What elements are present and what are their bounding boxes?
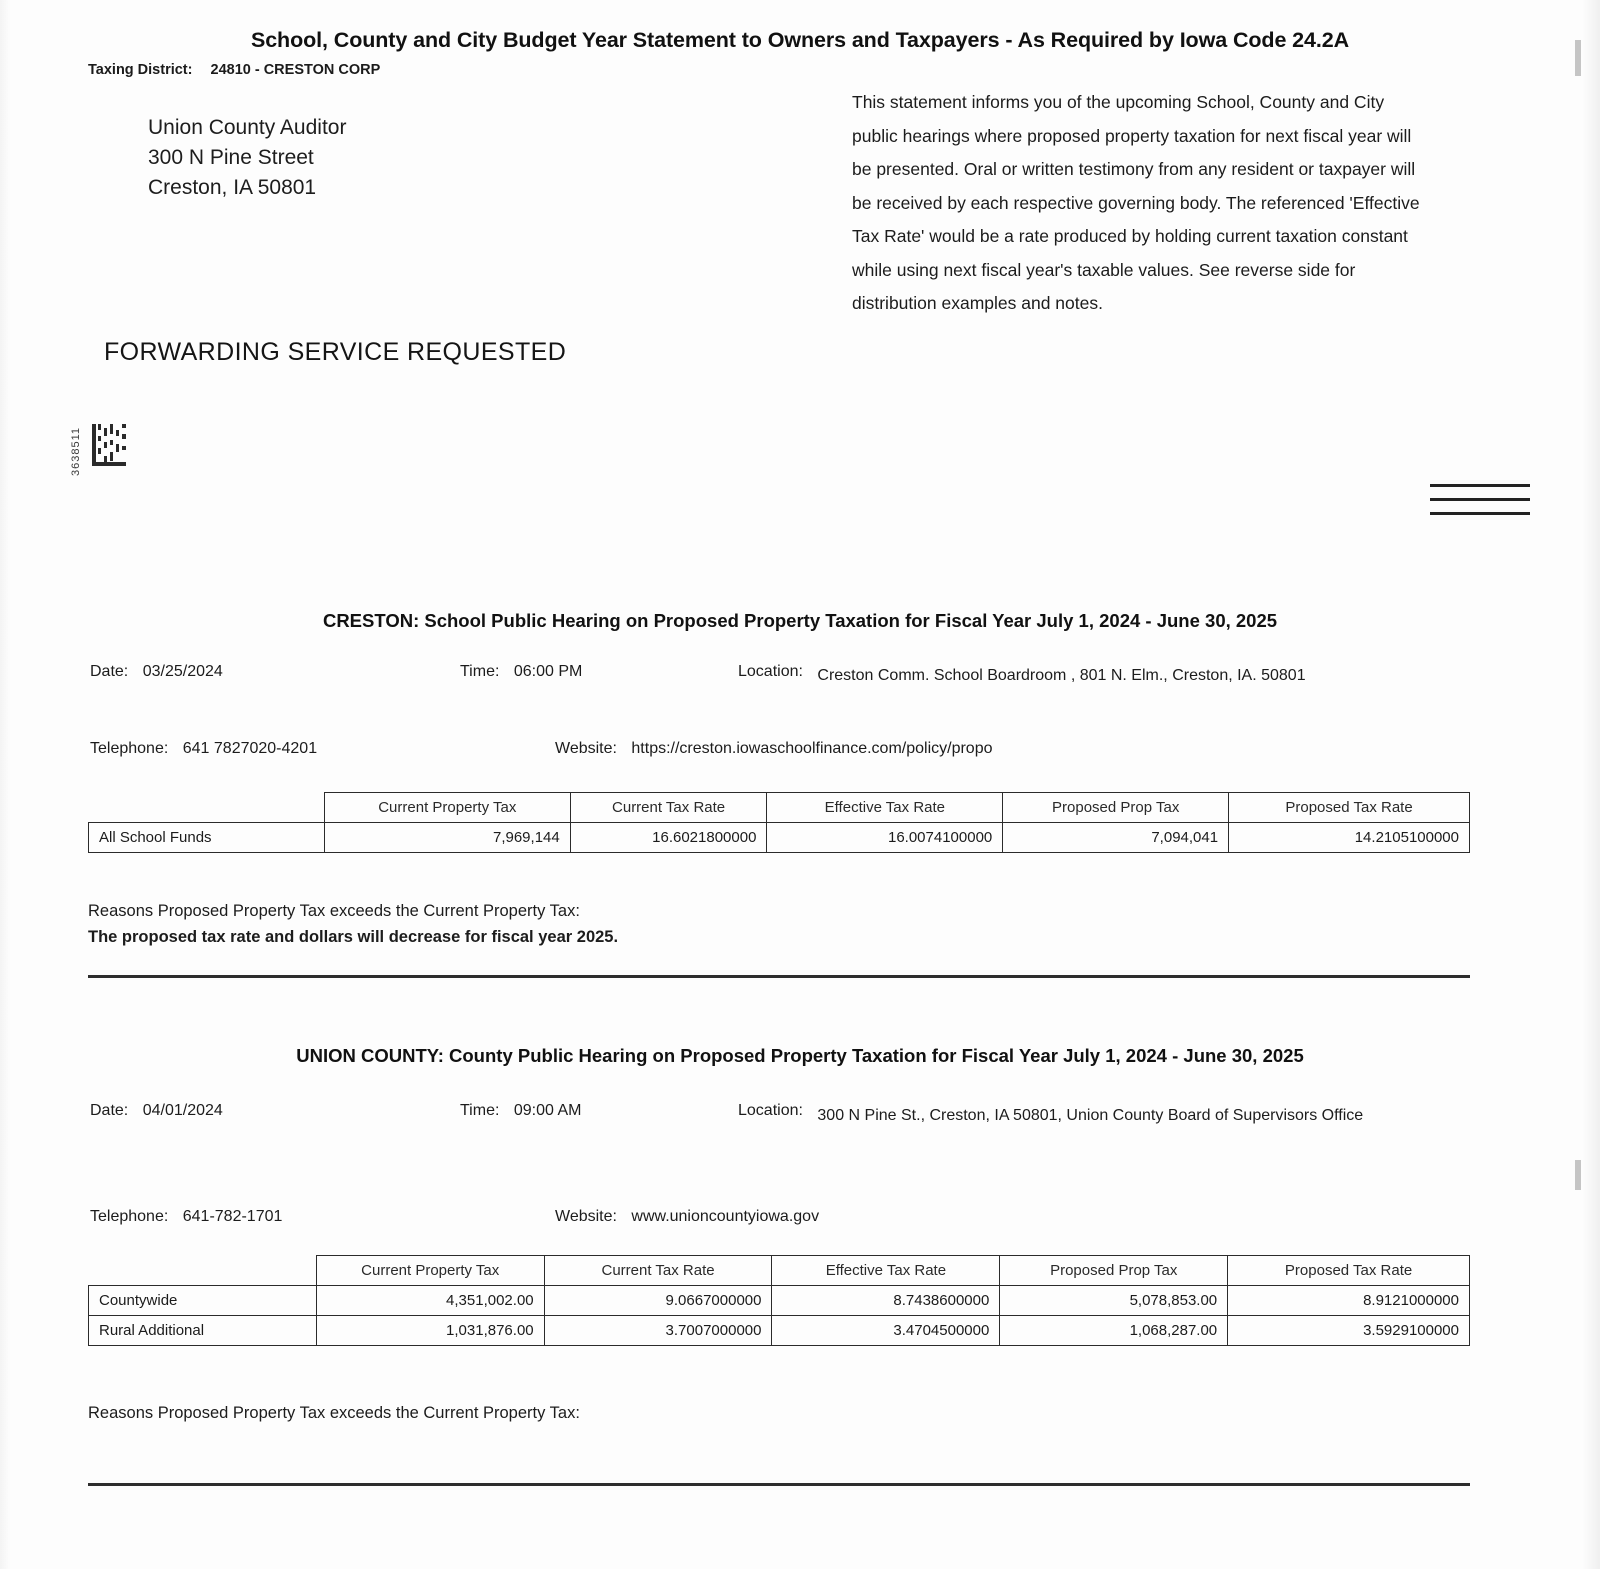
mail-sort-marks — [1430, 484, 1530, 526]
mailing-address — [148, 113, 346, 203]
county-website-label: Website: — [555, 1208, 617, 1225]
county-th-current-tax-rate: Current Tax Rate — [544, 1256, 772, 1286]
school-location-label: Location: — [738, 663, 803, 680]
school-telephone-label: Telephone: — [90, 740, 169, 757]
county-th-current-property-tax: Current Property Tax — [316, 1256, 544, 1286]
county-row1-proposed-prop-tax: 1,068,287.00 — [1000, 1316, 1228, 1346]
county-date-value: 04/01/2024 — [142, 1102, 223, 1119]
school-date-value: 03/25/2024 — [142, 663, 223, 680]
section-divider — [88, 975, 1470, 978]
section-divider — [88, 1483, 1470, 1486]
table-row — [89, 823, 1470, 853]
datamatrix-barcode-icon — [92, 424, 128, 466]
school-telephone — [90, 740, 317, 758]
county-row1-current-tax-rate: 3.7007000000 — [544, 1316, 772, 1346]
table-row — [89, 1316, 1470, 1346]
mailing-id: 3638511 — [70, 426, 82, 476]
county-time-value: 09:00 AM — [513, 1102, 582, 1119]
county-table-corner-cell — [89, 1256, 317, 1286]
school-time — [460, 663, 582, 681]
county-th-proposed-tax-rate: Proposed Tax Rate — [1228, 1256, 1470, 1286]
school-time-value: 06:00 PM — [513, 663, 583, 680]
scan-edge-shadow-right — [1582, 0, 1600, 1569]
county-row0-current-tax-rate: 9.0667000000 — [544, 1286, 772, 1316]
county-location — [738, 1102, 1438, 1129]
school-th-proposed-tax-rate: Proposed Tax Rate — [1229, 793, 1470, 823]
county-location-label: Location: — [738, 1102, 803, 1119]
county-row0-proposed-prop-tax: 5,078,853.00 — [1000, 1286, 1228, 1316]
county-row0-label: Countywide — [89, 1286, 317, 1316]
school-row-proposed-prop-tax: 7,094,041 — [1003, 823, 1229, 853]
county-row0-proposed-tax-rate: 8.9121000000 — [1228, 1286, 1470, 1316]
county-row0-current-property-tax: 4,351,002.00 — [316, 1286, 544, 1316]
address-line-1: Union County Auditor — [148, 116, 347, 139]
school-reasons-text: The proposed tax rate and dollars will decrease for fiscal year 2025. — [88, 928, 619, 946]
county-telephone-value: 641-782-1701 — [182, 1208, 283, 1225]
county-row1-proposed-tax-rate: 3.5929100000 — [1228, 1316, 1470, 1346]
school-table-corner-cell — [89, 793, 325, 823]
school-website-label: Website: — [555, 740, 617, 757]
school-reasons-block — [88, 898, 988, 950]
table-row — [89, 1286, 1470, 1316]
taxing-district — [88, 62, 380, 78]
school-time-label: Time: — [460, 663, 500, 680]
county-row1-label: Rural Additional — [89, 1316, 317, 1346]
school-table-header-row — [89, 793, 1470, 823]
school-location-value: Creston Comm. School Boardroom , 801 N. Elm., Creston, IA. 50801 — [817, 667, 1306, 684]
school-date-label: Date: — [90, 663, 129, 680]
county-reasons-block — [88, 1400, 988, 1426]
taxing-district-label: Taxing District: — [88, 62, 193, 78]
county-website-value[interactable]: www.unioncountyiowa.gov — [631, 1208, 820, 1225]
school-row-current-tax-rate: 16.6021800000 — [570, 823, 767, 853]
school-website-value[interactable]: https://creston.iowaschoolfinance.com/policy/propo — [631, 740, 993, 757]
county-row1-current-property-tax: 1,031,876.00 — [316, 1316, 544, 1346]
county-date-label: Date: — [90, 1102, 129, 1119]
scan-edge-shadow-left — [0, 0, 10, 1569]
county-row1-effective-tax-rate: 3.4704500000 — [772, 1316, 1000, 1346]
county-website — [555, 1208, 819, 1226]
school-th-current-tax-rate: Current Tax Rate — [570, 793, 767, 823]
school-th-proposed-prop-tax: Proposed Prop Tax — [1003, 793, 1229, 823]
school-th-effective-tax-rate: Effective Tax Rate — [767, 793, 1003, 823]
address-line-3: Creston, IA 50801 — [148, 176, 317, 199]
county-table-header-row — [89, 1256, 1470, 1286]
school-website — [555, 740, 992, 758]
county-time-label: Time: — [460, 1102, 500, 1119]
county-date — [90, 1102, 223, 1120]
school-location — [738, 663, 1438, 689]
forwarding-service-notice: FORWARDING SERVICE REQUESTED — [104, 338, 567, 366]
school-row-effective-tax-rate: 16.0074100000 — [767, 823, 1003, 853]
county-th-proposed-prop-tax: Proposed Prop Tax — [1000, 1256, 1228, 1286]
scan-artifact-tick — [1575, 1160, 1581, 1190]
school-date — [90, 663, 223, 681]
county-tax-table — [88, 1255, 1470, 1346]
school-telephone-value: 641 7827020-4201 — [182, 740, 318, 757]
address-line-2: 300 N Pine Street — [148, 146, 314, 169]
county-telephone — [90, 1208, 282, 1226]
taxing-district-value: 24810 - CRESTON CORP — [210, 62, 381, 78]
school-reasons-label: Reasons Proposed Property Tax exceeds the Current Property Tax: — [88, 902, 580, 920]
county-row0-effective-tax-rate: 8.7438600000 — [772, 1286, 1000, 1316]
school-th-current-property-tax: Current Property Tax — [324, 793, 570, 823]
statement-notice-paragraph: This statement informs you of the upcoming School, County and City public hearings where proposed property taxation for next fiscal year will be presented. Oral or written testimony from any resident or taxpayer will be received by each respective governing body. The referenced 'Effective Tax Rate' would be a rate produced by holding current taxation constant while using next fiscal year's taxable values. See reverse side for distribution examples and notes. — [852, 92, 1420, 313]
school-section-heading: CRESTON: School Public Hearing on Proposed Property Taxation for Fiscal Year July 1, 2024 - June 30, 2025 — [322, 610, 1278, 631]
county-time — [460, 1102, 581, 1120]
school-tax-table — [88, 792, 1470, 853]
county-reasons-label: Reasons Proposed Property Tax exceeds the Current Property Tax: — [88, 1404, 580, 1422]
county-location-value: 300 N Pine St., Creston, IA 50801, Union County Board of Supervisors Office — [817, 1107, 1364, 1124]
county-th-effective-tax-rate: Effective Tax Rate — [772, 1256, 1000, 1286]
school-row-label: All School Funds — [89, 823, 325, 853]
county-telephone-label: Telephone: — [90, 1208, 169, 1225]
page-title: School, County and City Budget Year Statement to Owners and Taxpayers - As Required by Iowa Code 24.2A — [250, 28, 1350, 52]
school-row-proposed-tax-rate: 14.2105100000 — [1229, 823, 1470, 853]
county-section-heading: UNION COUNTY: County Public Hearing on Proposed Property Taxation for Fiscal Year July 1, 2024 - June 30, 2025 — [296, 1045, 1304, 1066]
school-row-current-property-tax: 7,969,144 — [324, 823, 570, 853]
